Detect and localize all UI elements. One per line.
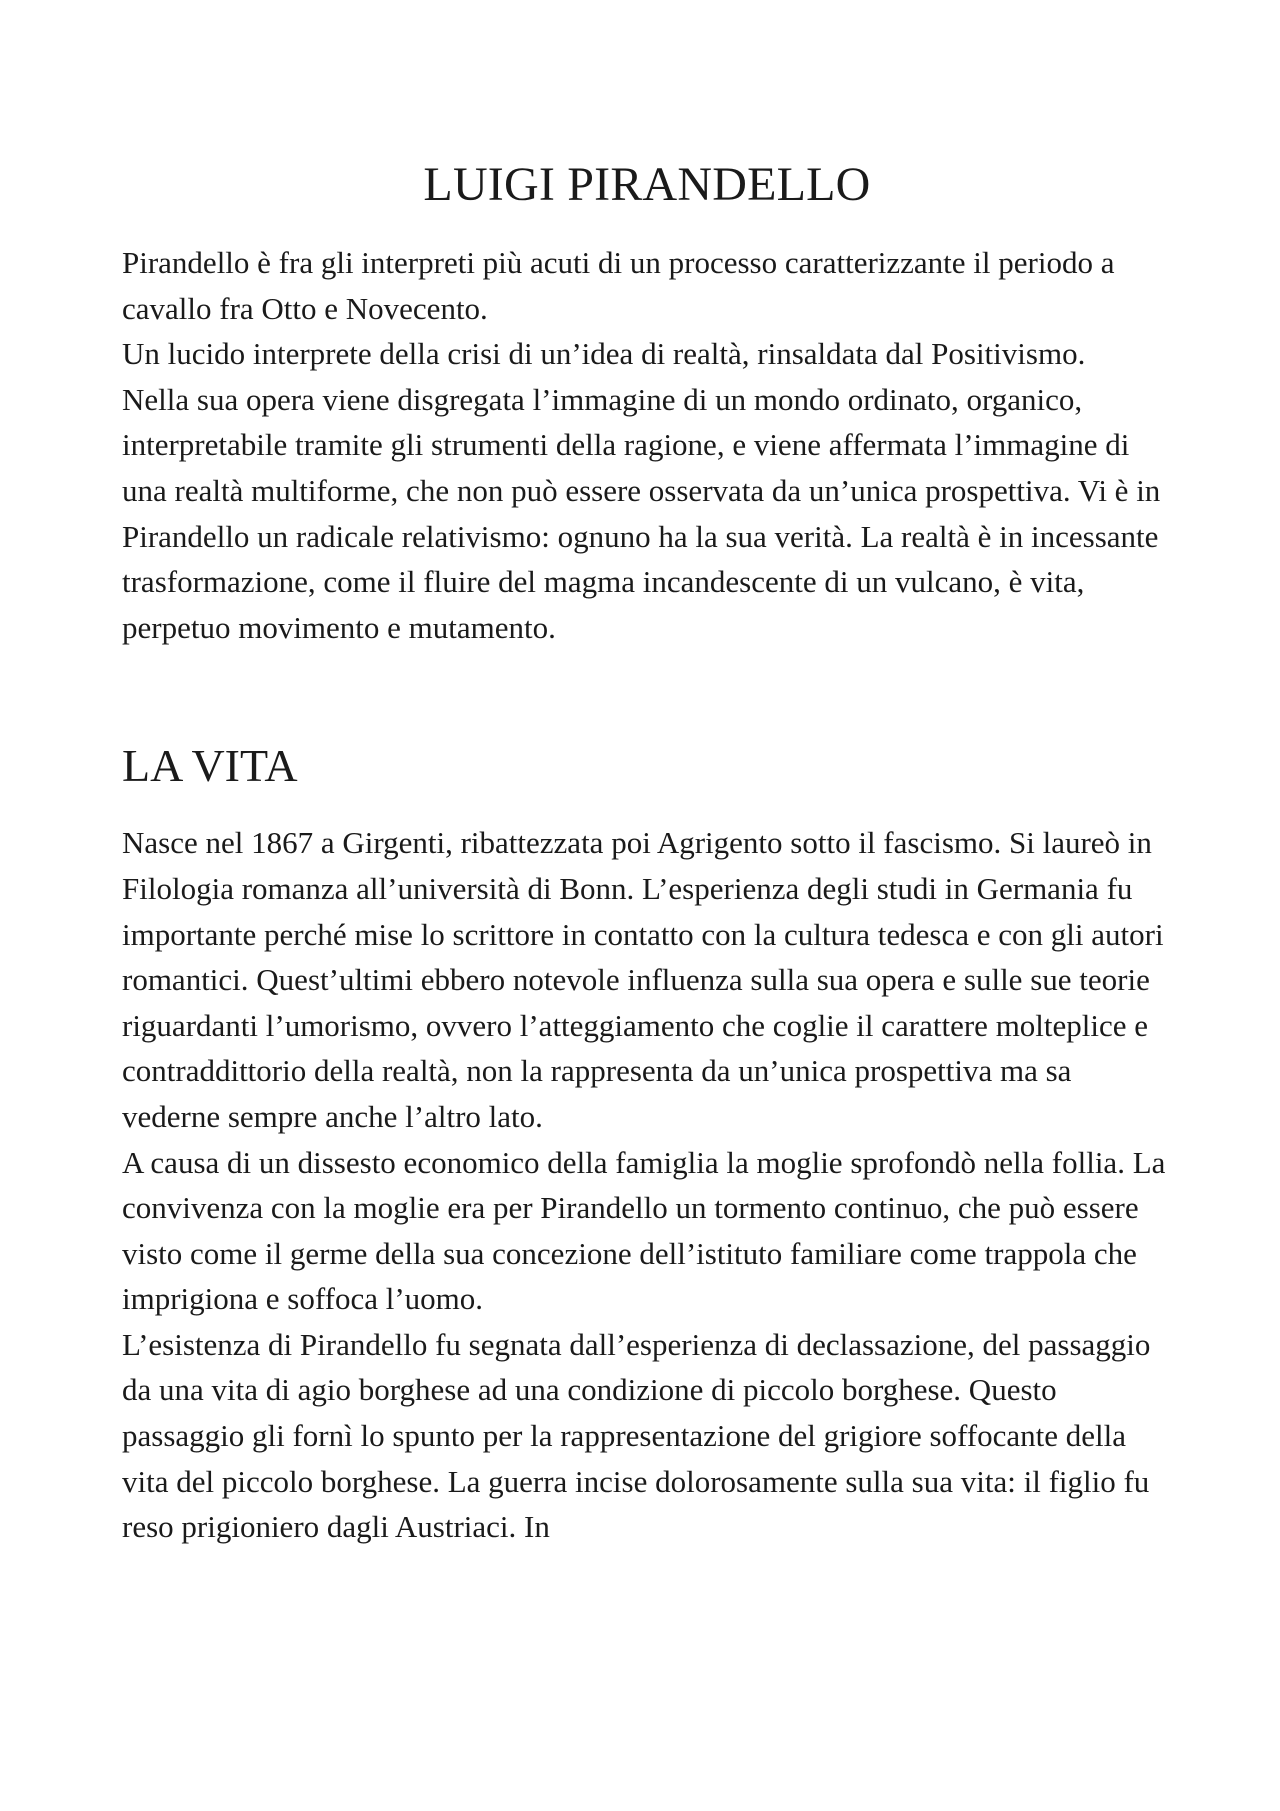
section-paragraph: Nasce nel 1867 a Girgenti, ribattezzata poi Agrigento sotto il fascismo. Si laureò in Filologia romanza all’università di Bonn. L’esperienza degli studi in Germania fu importante perché mise lo scrittore in contatto con la cultura tedesca e con gli autori romantici. Quest’ultimi ebbero notevole influenza sulla sua opera e sulle sue teorie riguardanti l’umorismo, ovvero l’atteggiamento che coglie il carattere molteplice e contraddittorio della realtà, non la rappresenta da un’unica prospettiva ma sa vederne sempre anche l’altro lato.: [122, 825, 1164, 1134]
intro-paragraph: Pirandello è fra gli interpreti più acuti di un processo caratterizzante il periodo a cavallo fra Otto e Novecento.: [122, 245, 1115, 326]
document-title: LUIGI PIRANDELLO: [423, 158, 871, 211]
intro-paragraph: Un lucido interprete della crisi di un’idea di realtà, rinsaldata dal Positivismo.: [122, 336, 1086, 372]
section-paragraph: A causa di un dissesto economico della famiglia la moglie sprofondò nella follia. La convivenza con la moglie era per Pirandello un tormento continuo, che può essere visto come il germe della sua concezione dell’istituto familiare come trappola che imprigiona e soffoca l’uomo.: [122, 1144, 1166, 1317]
section-heading: LA VITA: [122, 740, 298, 792]
section-paragraph: L’esistenza di Pirandello fu segnata dall’esperienza di declassazione, del passaggio da una vita di agio borghese ad una condizione di piccolo borghese. Questo passaggio gli fornì lo spunto per la rappresentazione del grigiore soffocante della vita del piccolo borghese. La guerra incise dolorosamente sulla sua vita: il figlio fu reso prigioniero dagli Austriaci. In: [122, 1326, 1151, 1545]
document-page: [122, 150, 1172, 1550]
intro-paragraph: Nella sua opera viene disgregata l’immagine di un mondo ordinato, organico, interpretabile tramite gli strumenti della ragione, e viene affermata l’immagine di una realtà multiforme, che non può essere osservata da un’unica prospettiva. Vi è in Pirandello un radicale relativismo: ognuno ha la sua verità. La realtà è in incessante trasformazione, come il fluire del magma incandescente di un vulcano, è vita, perpetuo movimento e mutamento.: [122, 381, 1161, 645]
